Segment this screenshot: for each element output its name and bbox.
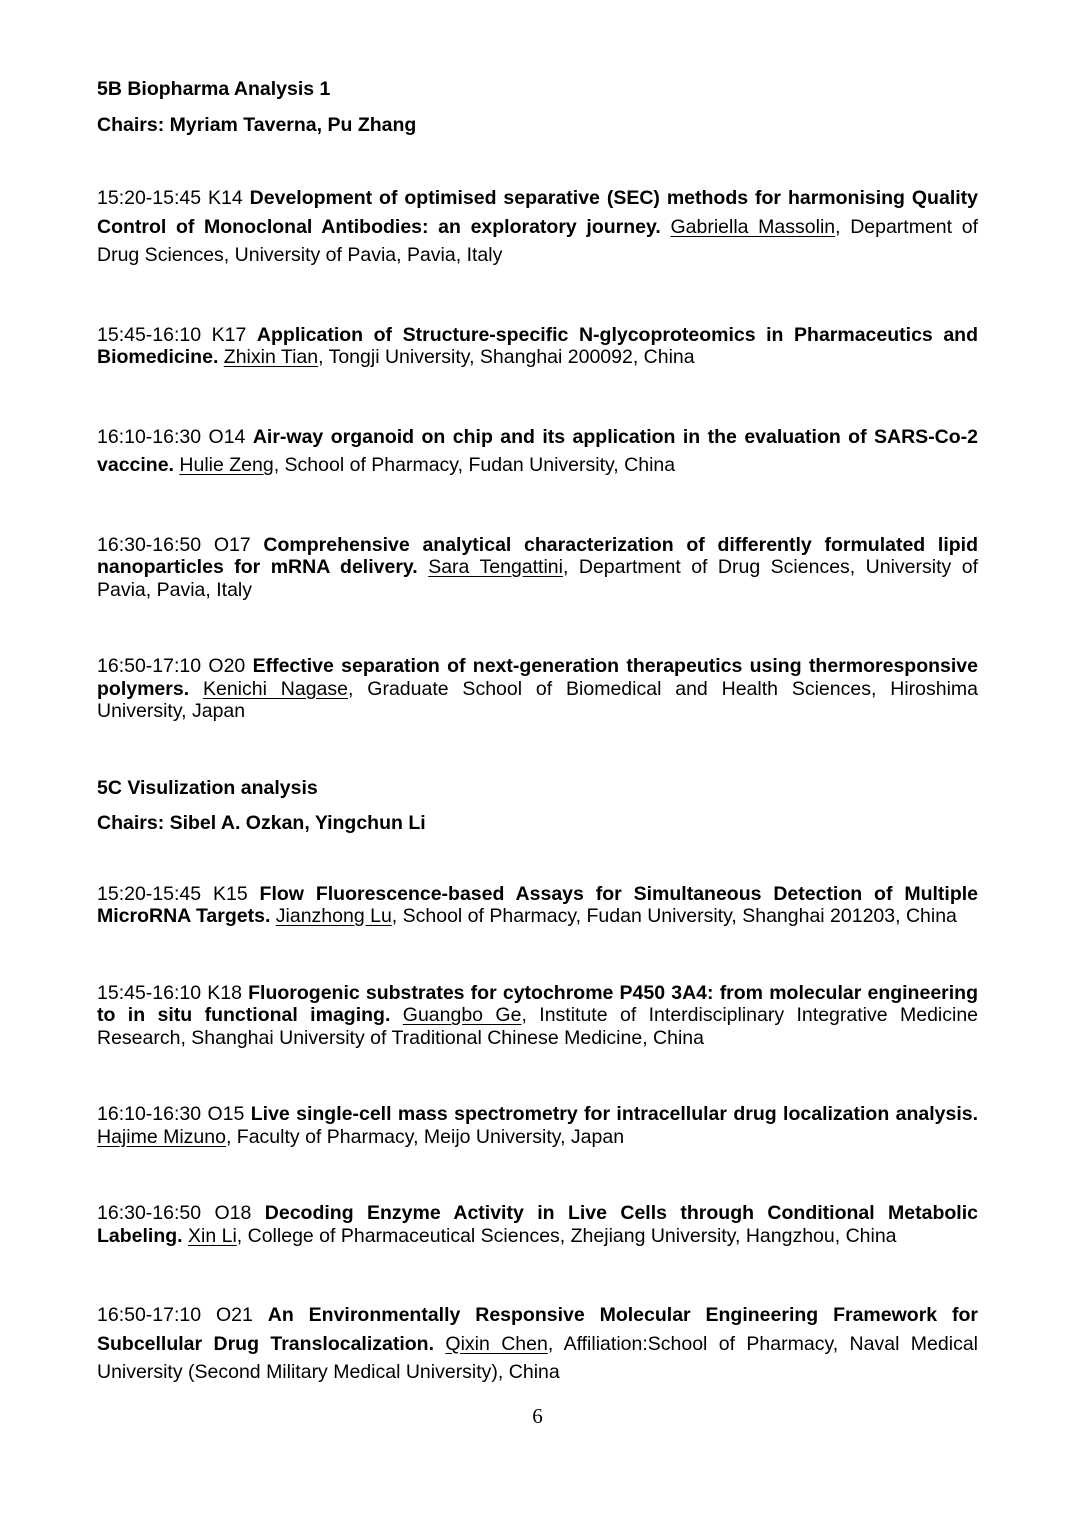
session-chairs: Chairs: Sibel A. Ozkan, Yingchun Li [97,812,426,834]
talk-time: 15:45-16:10 [97,323,202,346]
talk-entry [97,534,978,602]
talk-time: 15:45-16:10 [97,981,202,1004]
talk-affiliation: , School of Pharmacy, Fudan University, China [273,454,676,476]
talk-title: An Environmentally Responsive Molecular Engineering Framework for Subcellular Drug Translocalization. [97,1304,979,1355]
talk-code: O20 [208,655,246,677]
page-number: 6 [532,1403,543,1428]
talk-title: Application of Structure-specific N-glycoproteomics in Pharmaceutics and Biomedicine. [97,323,978,368]
talk-code: O15 [207,1103,245,1125]
talk-speaker: Sara Tengattini [428,556,563,578]
talk-title: Flow Fluorescence-based Assays for Simultaneous Detection of Multiple MicroRNA Targets. [97,882,978,927]
talk-code: O21 [216,1304,253,1326]
session-list [97,78,978,1387]
talk-code: O14 [208,425,246,448]
talk-affiliation: , School of Pharmacy, Fudan University, Shanghai 201203, China [391,905,957,927]
talk-speaker: Hulie Zeng [179,454,274,476]
talk-title: Fluorogenic substrates for cytochrome P450 3A4: from molecular engineering to in situ functional imaging. [97,981,978,1026]
talk-code: K18 [207,981,242,1004]
talk-entry [97,655,978,723]
talk-time: 15:20-15:45 [97,882,202,905]
talk-entry [97,184,978,270]
talk-list [97,184,978,723]
talk-title: Live single-cell mass spectrometry for intracellular drug localization analysis. [250,1103,979,1125]
talk-time: 16:50-17:10 [97,655,202,677]
talk-affiliation: , Tongji University, Shanghai 200092, China [318,346,695,368]
talk-entry [97,324,978,369]
talk-title: Effective separation of next-generation therapeutics using thermoresponsive polymers. [97,655,978,700]
talk-speaker: Kenichi Nagase [202,677,349,700]
talk-speaker: Zhixin Tian [223,346,319,368]
talk-speaker: Gabriella Massolin [670,215,836,238]
talk-title: Decoding Enzyme Activity in Live Cells through Conditional Metabolic Labeling. [97,1202,978,1247]
talk-title: Air-way organoid on chip and its application in the evaluation of SARS-Co-2 vaccine. [97,425,979,476]
talk-title: Comprehensive analytical characterization of differently formulated lipid nanoparticles for mRNA delivery. [97,533,979,578]
talk-entry [97,883,978,928]
talk-speaker: Jianzhong Lu [275,905,392,927]
talk-time: 16:50-17:10 [97,1304,202,1326]
talk-entry [97,1202,978,1247]
talk-speaker: Hajime Mizuno [97,1125,226,1148]
session-section [97,777,978,1387]
talk-affiliation: , Graduate School of Biomedical and Health Sciences, Hiroshima University, Japan [97,677,979,722]
talk-entry [97,1103,978,1148]
talk-time: 16:30-16:50 [97,1202,202,1224]
talk-code: K14 [208,187,243,209]
talk-entry [97,423,978,480]
talk-time: 16:10-16:30 [97,425,202,448]
talk-list [97,883,978,1387]
talk-speaker: Guangbo Ge [402,1004,522,1026]
talk-entry [97,1301,978,1387]
talk-affiliation: , College of Pharmaceutical Sciences, Zhejiang University, Hangzhou, China [236,1224,897,1247]
talk-affiliation: , Affiliation:School of Pharmacy, Naval Medical University (Second Military Medical University), China [97,1332,978,1383]
talk-entry [97,982,978,1050]
talk-code: O18 [214,1202,252,1224]
talk-affiliation: , Department of Drug Sciences, University of Pavia, Pavia, Italy [97,215,978,266]
session-section [97,78,978,723]
talk-code: O17 [213,533,251,556]
session-heading: 5B Biopharma Analysis 1 [97,78,331,100]
talk-code: K17 [211,323,247,346]
talk-speaker: Qixin Chen [445,1332,548,1355]
session-heading: 5C Visulization analysis [97,776,318,799]
talk-title: Development of optimised separative (SEC) methods for harmonising Quality Control of Monoclonal Antibodies: an exploratory journey. [97,187,978,238]
talk-time: 16:30-16:50 [97,533,202,556]
session-chairs: Chairs: Myriam Taverna, Pu Zhang [97,113,417,136]
talk-code: K15 [212,882,248,905]
talk-time: 15:20-15:45 [97,187,202,209]
talk-speaker: Xin Li [188,1224,237,1247]
talk-affiliation: , Faculty of Pharmacy, Meijo University, Japan [225,1125,625,1148]
talk-affiliation: , Department of Drug Sciences, University of Pavia, Pavia, Italy [97,556,978,601]
talk-affiliation: , Institute of Interdisciplinary Integrative Medicine Research, Shanghai University of Traditional Chinese Medicine, China [97,1004,979,1049]
talk-time: 16:10-16:30 [97,1103,202,1125]
